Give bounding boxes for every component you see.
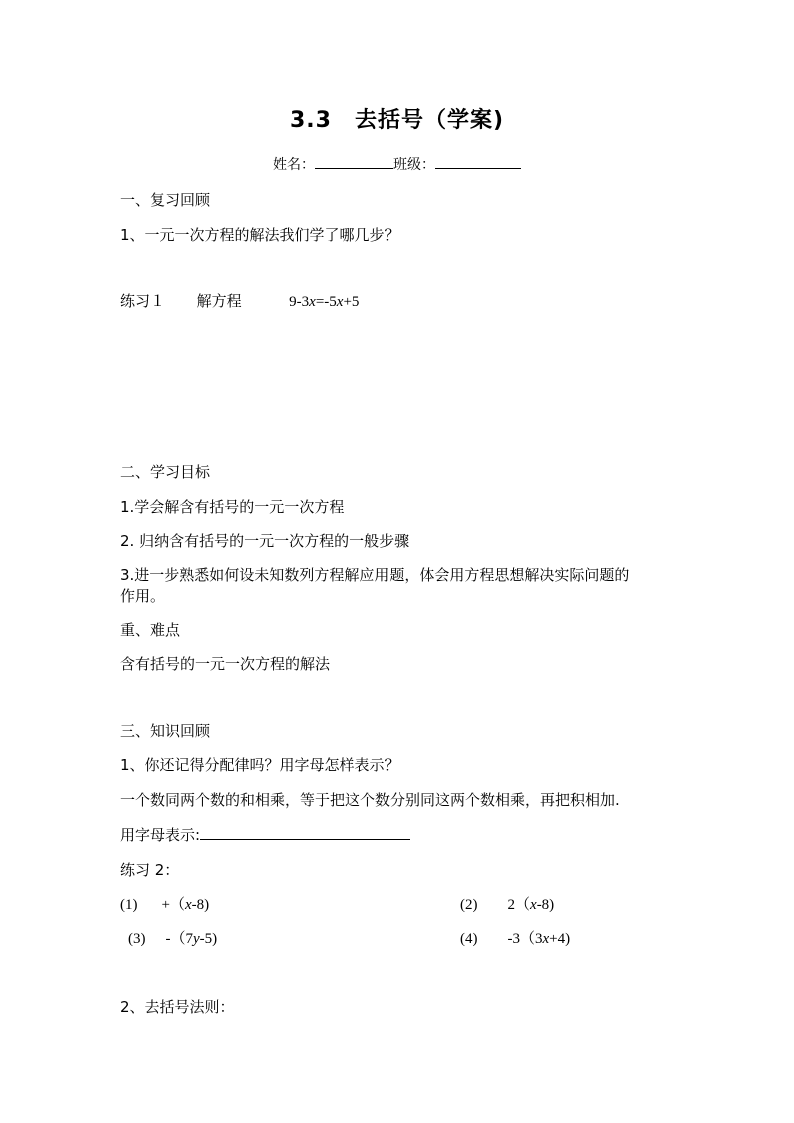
review-question-1: 1、一元一次方程的解法我们学了哪几步？ [120, 226, 400, 244]
student-info-row [0, 154, 794, 174]
class-label: 班级： [393, 157, 435, 173]
letter-expression-label: 用字母表示: [120, 826, 201, 844]
goal-2: 2. 归纳含有括号的一元一次方程的一般步骤 [120, 532, 410, 550]
class-blank[interactable] [435, 154, 521, 169]
bracket-removal-rule-heading: 2、去括号法则： [120, 998, 235, 1016]
goal-3-line-1: 3.进一步熟悉如何设未知数列方程解应用题，体会用方程思想解决实际问题的 [120, 566, 630, 584]
exercise-2-item-1: (1) +（x-8) [120, 897, 210, 913]
name-blank[interactable] [315, 154, 393, 169]
exercise-2-item-4: (4) -3（3x+4) [460, 931, 571, 947]
exercise-1-equation: 9-3x=-5x+5 [289, 294, 360, 310]
key-points-text: 含有括号的一元一次方程的解法 [120, 655, 331, 673]
letter-expression-blank[interactable] [200, 825, 410, 840]
exercise-2-item-2: (2) 2（x-8) [460, 897, 555, 913]
distributive-rule: 一个数同两个数的和相乘，等于把这个数分别同这两个数相乘，再把积相加. [120, 791, 620, 809]
goal-3-line-2: 作用。 [120, 587, 166, 605]
exercise-2-label: 练习 2： [120, 861, 180, 879]
section-goals-heading: 二、学习目标 [120, 463, 211, 481]
exercise-1-label: 练习１ [120, 292, 166, 310]
page-title: 3.3 去括号（学案) [289, 108, 505, 133]
exercise-1-task: 解方程 [196, 292, 242, 310]
exercise-1 [120, 290, 359, 311]
knowledge-question-1: 1、你还记得分配律吗？用字母怎样表示？ [120, 756, 400, 774]
key-points-heading: 重、难点 [120, 621, 181, 639]
section-knowledge-heading: 三、知识回顾 [120, 722, 211, 740]
goal-1: 1.学会解含有括号的一元一次方程 [120, 498, 345, 516]
exercise-2-item-3: (3) -（7y-5) [128, 931, 218, 947]
section-review-heading: 一、复习回顾 [120, 191, 211, 209]
letter-expression-row [120, 824, 410, 845]
name-label: 姓名： [273, 157, 315, 173]
